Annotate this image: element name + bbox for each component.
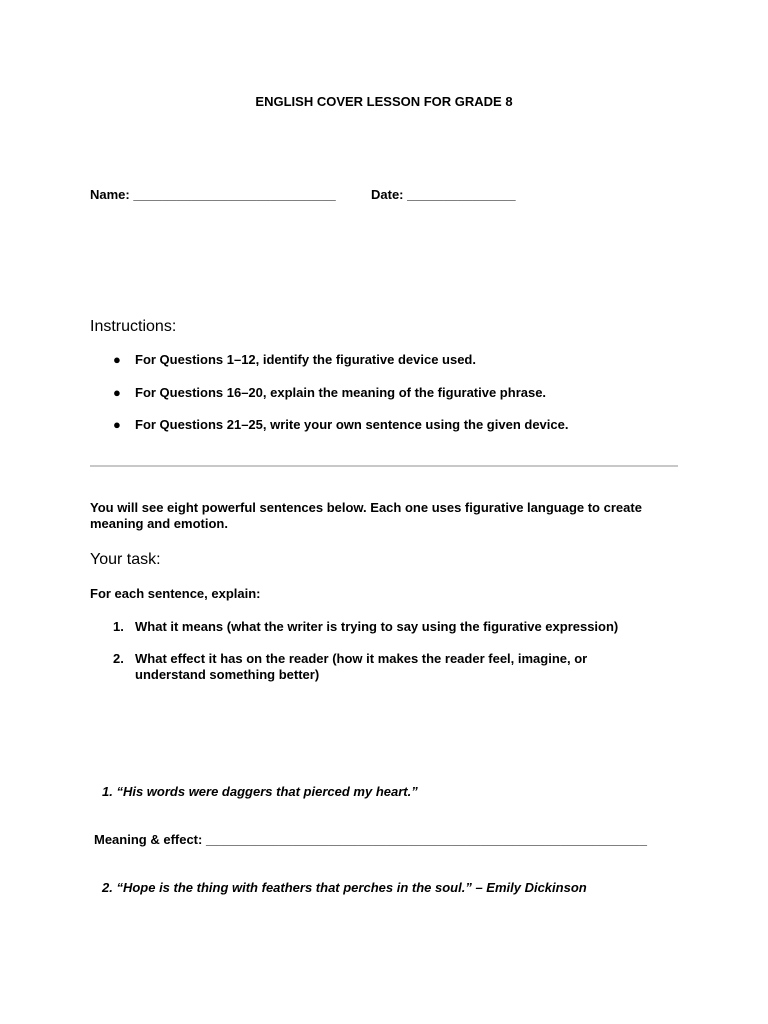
- question-sentence: 1. “His words were daggers that pierced my heart.”: [102, 784, 418, 799]
- page-title: ENGLISH COVER LESSON FOR GRADE 8: [255, 94, 513, 109]
- instructions-heading: Instructions:: [90, 318, 177, 335]
- question-sentence: 2. “Hope is the thing with feathers that perches in the soul.” – Emily Dickinson: [102, 880, 587, 895]
- bullet-icon: ●: [113, 417, 121, 432]
- instruction-text: For Questions 1–12, identify the figurative device used.: [135, 352, 476, 367]
- name-field[interactable]: Name: ____________________________: [90, 187, 336, 202]
- meaning-effect-field[interactable]: Meaning & effect: _____________________________________________________________: [94, 832, 647, 847]
- instruction-item: [113, 352, 476, 367]
- task-step: [113, 651, 655, 683]
- intro-paragraph: You will see eight powerful sentences below. Each one uses figurative language to create meaning and emotion.: [90, 500, 642, 531]
- task-subheading: For each sentence, explain:: [90, 586, 261, 601]
- date-field[interactable]: Date: _______________: [371, 187, 516, 202]
- instruction-item: [113, 385, 546, 400]
- bullet-icon: ●: [113, 352, 121, 367]
- step-text: What effect it has on the reader (how it makes the reader feel, imagine, or understand something better): [135, 651, 588, 682]
- bullet-icon: ●: [113, 385, 121, 400]
- step-number: 1.: [113, 619, 124, 634]
- horizontal-divider: [90, 465, 678, 467]
- step-text: What it means (what the writer is trying to say using the figurative expression): [135, 619, 619, 634]
- task-step: [113, 619, 655, 635]
- instruction-item: [113, 417, 568, 432]
- instruction-text: For Questions 21–25, write your own sentence using the given device.: [135, 417, 569, 432]
- instruction-text: For Questions 16–20, explain the meaning of the figurative phrase.: [135, 385, 547, 400]
- step-number: 2.: [113, 651, 124, 666]
- task-heading: Your task:: [90, 551, 161, 568]
